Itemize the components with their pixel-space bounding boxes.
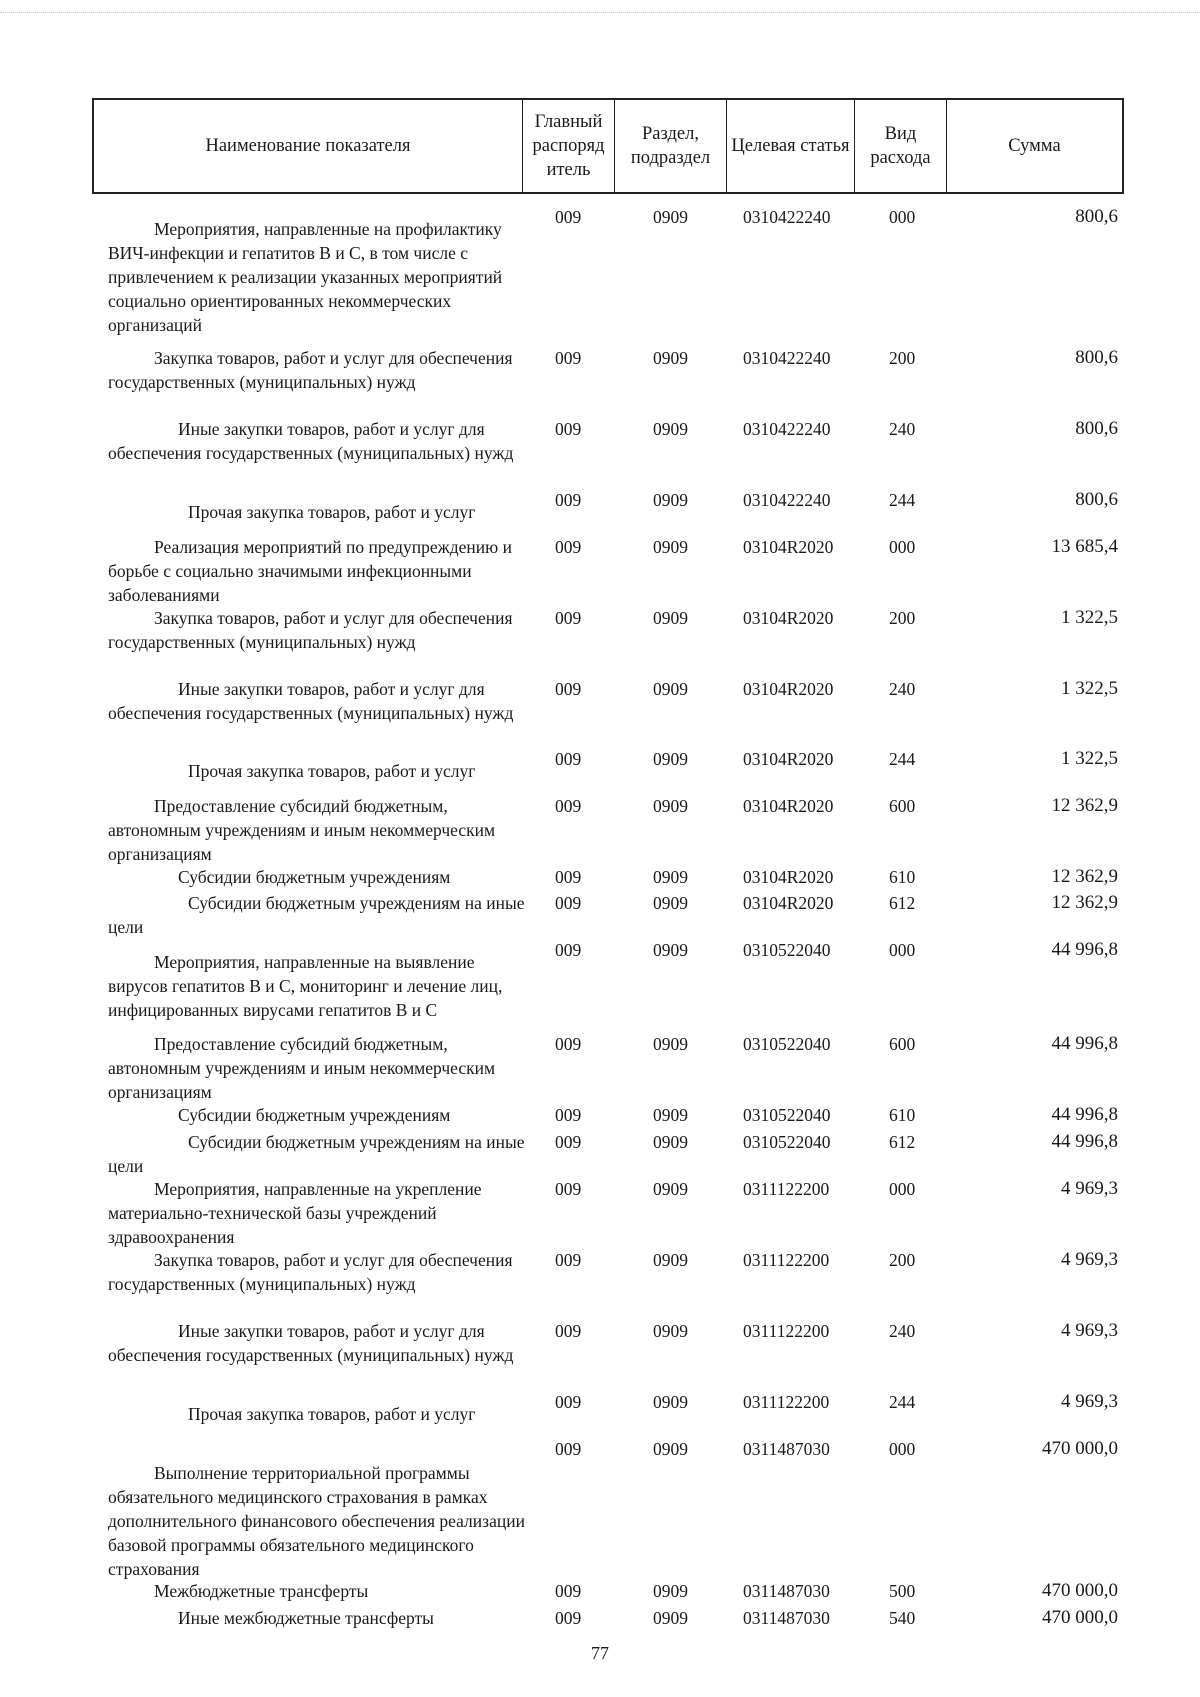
row-name: Выполнение территориальной программы обязательного медицинского страхования в рамках дополнительного финансового обеспечения реализации базовой программы обязательного медицинского страхования [108,1463,525,1579]
row-sum: 470 000,0 [1042,1580,1118,1601]
row-sum: 800,6 [1075,418,1118,439]
row-gr: 009 [555,893,582,913]
row-section: 0909 [653,1608,688,1628]
row-expense-type: 612 [889,1132,916,1152]
row-expense-type: 244 [889,490,916,510]
row-target-article: 03104R2020 [743,679,834,699]
row-name: Субсидии бюджетным учреждениям на иные цели [108,893,525,937]
row-name: Закупка товаров, работ и услуг для обеспечения государственных (муниципальных) нужд [108,348,513,392]
row-expense-type: 500 [889,1581,916,1601]
row-sum: 470 000,0 [1042,1438,1118,1459]
row-expense-type: 610 [889,1105,916,1125]
row-name: Иные закупки товаров, работ и услуг для обеспечения государственных (муниципальных) нужд [108,1321,514,1365]
row-sum: 12 362,9 [1051,795,1118,816]
row-sum: 1 322,5 [1061,678,1118,699]
row-target-article: 0311122200 [743,1179,830,1199]
row-gr: 009 [555,1392,582,1412]
row-gr: 009 [555,1179,582,1199]
row-section: 0909 [653,348,688,368]
row-gr: 009 [555,490,582,510]
header-section: Раздел, подраздел [615,100,727,192]
row-sum: 13 685,4 [1051,536,1118,557]
row-section: 0909 [653,1179,688,1199]
row-expense-type: 200 [889,348,916,368]
row-name: Прочая закупка товаров, работ и услуг [188,1404,476,1424]
row-target-article: 0311122200 [743,1321,830,1341]
row-sum: 4 969,3 [1061,1178,1118,1199]
row-target-article: 0311487030 [743,1608,830,1628]
row-sum: 470 000,0 [1042,1607,1118,1628]
page-number: 77 [591,1643,609,1663]
row-section: 0909 [653,419,688,439]
row-sum: 4 969,3 [1061,1391,1118,1412]
row-gr: 009 [555,1132,582,1152]
row-sum: 44 996,8 [1051,1104,1118,1125]
row-name: Субсидии бюджетным учреждениям [178,1105,451,1125]
row-gr: 009 [555,1034,582,1054]
row-name: Субсидии бюджетным учреждениям [178,867,451,887]
row-target-article: 0310522040 [743,940,831,960]
row-name: Субсидии бюджетным учреждениям на иные цели [108,1132,525,1176]
row-gr: 009 [555,1581,582,1601]
row-section: 0909 [653,1105,688,1125]
header-expense-type: Вид расхода [855,100,947,192]
row-sum: 4 969,3 [1061,1249,1118,1270]
row-expense-type: 244 [889,1392,916,1412]
row-section: 0909 [653,537,688,557]
row-section: 0909 [653,1439,688,1459]
row-sum: 800,6 [1075,489,1118,510]
row-gr: 009 [555,348,582,368]
row-expense-type: 000 [889,207,916,227]
row-expense-type: 600 [889,796,916,816]
row-expense-type: 244 [889,749,916,769]
row-section: 0909 [653,940,688,960]
row-sum: 800,6 [1075,347,1118,368]
row-name: Межбюджетные трансферты [154,1581,369,1601]
row-expense-type: 000 [889,537,916,557]
row-section: 0909 [653,207,688,227]
row-section: 0909 [653,893,688,913]
row-gr: 009 [555,679,582,699]
row-name: Мероприятия, направленные на выявление вирусов гепатитов В и С, мониторинг и лечение лиц, инфицированных вирусами гепатитов В и С [108,952,503,1020]
row-target-article: 03104R2020 [743,867,834,887]
row-target-article: 03104R2020 [743,893,834,913]
row-target-article: 03104R2020 [743,749,834,769]
row-gr: 009 [555,940,582,960]
row-gr: 009 [555,1321,582,1341]
row-target-article: 0310522040 [743,1132,831,1152]
row-expense-type: 240 [889,1321,916,1341]
row-gr: 009 [555,207,582,227]
row-gr: 009 [555,796,582,816]
row-gr: 009 [555,1250,582,1270]
row-gr: 009 [555,867,582,887]
row-section: 0909 [653,608,688,628]
row-expense-type: 600 [889,1034,916,1054]
row-name: Мероприятия, направленные на укрепление материально-технической базы учреждений здравоохранения [108,1179,482,1247]
row-name: Прочая закупка товаров, работ и услуг [188,502,476,522]
row-name: Иные закупки товаров, работ и услуг для обеспечения государственных (муниципальных) нужд [108,679,514,723]
row-gr: 009 [555,537,582,557]
row-target-article: 0311122200 [743,1392,830,1412]
row-target-article: 03104R2020 [743,608,834,628]
row-expense-type: 240 [889,419,916,439]
row-target-article: 0311487030 [743,1439,830,1459]
row-target-article: 0310422240 [743,207,831,227]
row-sum: 4 969,3 [1061,1320,1118,1341]
row-section: 0909 [653,490,688,510]
row-expense-type: 200 [889,608,916,628]
row-sum: 12 362,9 [1051,892,1118,913]
row-expense-type: 540 [889,1608,916,1628]
row-sum: 1 322,5 [1061,748,1118,769]
row-expense-type: 000 [889,1179,916,1199]
row-sum: 1 322,5 [1061,607,1118,628]
row-target-article: 0310422240 [743,348,831,368]
row-sum: 12 362,9 [1051,866,1118,887]
row-expense-type: 000 [889,940,916,960]
row-section: 0909 [653,1581,688,1601]
row-name: Прочая закупка товаров, работ и услуг [188,761,476,781]
row-target-article: 0310522040 [743,1034,831,1054]
scan-edge-line [0,12,1200,13]
row-name: Закупка товаров, работ и услуг для обеспечения государственных (муниципальных) нужд [108,1250,513,1294]
row-gr: 009 [555,608,582,628]
header-name: Наименование показателя [94,100,523,192]
row-section: 0909 [653,1392,688,1412]
row-sum: 44 996,8 [1051,939,1118,960]
row-section: 0909 [653,1034,688,1054]
row-name: Закупка товаров, работ и услуг для обеспечения государственных (муниципальных) нужд [108,608,513,652]
row-target-article: 03104R2020 [743,537,834,557]
header-target-article: Целевая статья [727,100,855,192]
row-target-article: 0310422240 [743,419,831,439]
row-name: Предоставление субсидий бюджетным, автономным учреждениям и иным некоммерческим организациям [108,1034,496,1102]
row-gr: 009 [555,749,582,769]
row-section: 0909 [653,679,688,699]
row-sum: 800,6 [1075,206,1118,227]
row-gr: 009 [555,1105,582,1125]
row-name: Иные закупки товаров, работ и услуг для обеспечения государственных (муниципальных) нужд [108,419,514,463]
row-sum: 44 996,8 [1051,1033,1118,1054]
row-name: Иные межбюджетные трансферты [178,1608,434,1628]
row-section: 0909 [653,1321,688,1341]
row-section: 0909 [653,867,688,887]
row-section: 0909 [653,1132,688,1152]
row-target-article: 0310422240 [743,490,831,510]
row-target-article: 0311487030 [743,1581,830,1601]
row-expense-type: 000 [889,1439,916,1459]
row-name: Реализация мероприятий по предупреждению и борьбе с социально значимыми инфекционными заболеваниями [108,537,512,605]
row-section: 0909 [653,749,688,769]
row-target-article: 0311122200 [743,1250,830,1270]
row-target-article: 03104R2020 [743,796,834,816]
row-target-article: 0310522040 [743,1105,831,1125]
row-expense-type: 612 [889,893,916,913]
row-section: 0909 [653,796,688,816]
row-expense-type: 200 [889,1250,916,1270]
header-gr: Главный распоряд итель [523,100,615,192]
row-gr: 009 [555,1439,582,1459]
header-sum: Сумма [1008,136,1061,156]
row-gr: 009 [555,1608,582,1628]
row-sum: 44 996,8 [1051,1131,1118,1152]
row-gr: 009 [555,419,582,439]
row-name: Предоставление субсидий бюджетным, автономным учреждениям и иным некоммерческим организациям [108,796,496,864]
row-expense-type: 610 [889,867,916,887]
row-name: Мероприятия, направленные на профилактику ВИЧ-инфекции и гепатитов В и С, в том числе с привлечением к реализации указанных мероприятий социально ориентированных некоммерческих организаций [108,219,503,335]
row-expense-type: 240 [889,679,916,699]
row-section: 0909 [653,1250,688,1270]
table-header [92,98,1124,194]
